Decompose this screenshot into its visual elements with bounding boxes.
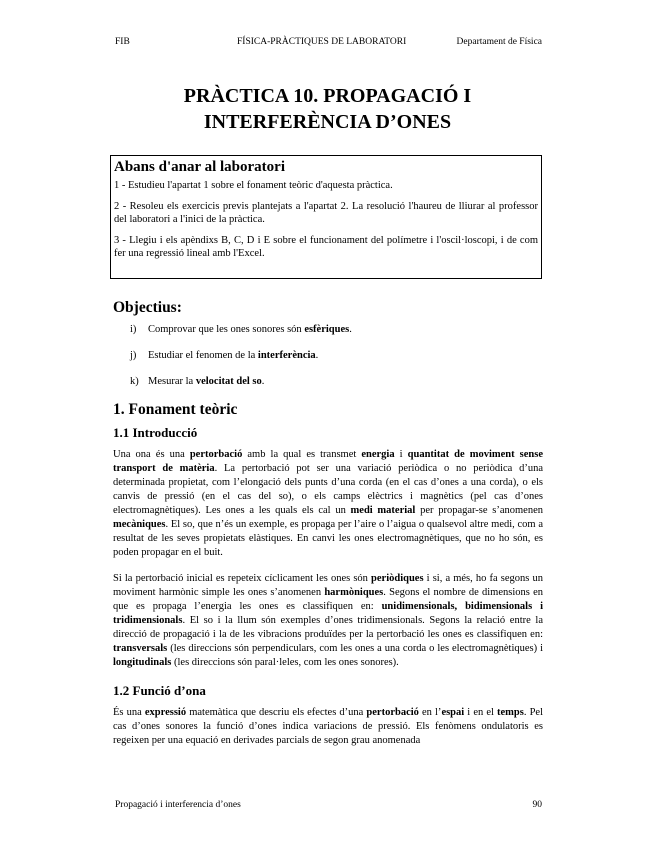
objective-keyword: esfèriques [304, 324, 350, 335]
text-run: . El so i la llum són exemples d’ones tridimensionals. Segons la relació entre la direcció de propagació i la de les vibracions produïdes per la pertorbació les ones es classifiquen en: [113, 615, 543, 640]
title-line-2: INTERFERÈNCIA D’ONES [203, 111, 452, 133]
bold-term: pertorbació [189, 449, 243, 460]
text-run: (les direccions són paral·leles, com les ones sonores). [171, 657, 399, 668]
bold-term: expressió [144, 707, 187, 718]
text-run: És una [113, 707, 145, 718]
subsection-1-1-heading: 1.1 Introducció [113, 425, 198, 440]
bold-term: mecàniques [113, 519, 166, 530]
objective-keyword: interferència [257, 350, 316, 361]
header-left: FIB [115, 37, 130, 47]
objective-number: i) [130, 324, 137, 335]
objective-punct: . [349, 324, 352, 335]
text-run: i [394, 449, 408, 460]
text-run: en l’ [418, 707, 442, 718]
objective-text: Estudiar el fenomen de la [148, 350, 258, 361]
bold-term: transversals [113, 643, 168, 654]
objectives-heading: Objectius: [113, 299, 182, 316]
objective-punct: . [315, 350, 319, 361]
header-right: Departament de Física [456, 37, 542, 47]
text-run: (les direccions són perpendiculars, com les ones a una corda o les electromagnètiques) i [167, 643, 543, 654]
objective-item [113, 323, 543, 336]
text-run: . Pel cas d’ones sonores la funció d’ones indica variacions de pressió. Els fenòmens ondulatoris es regeixen per una equació en derivades parcials de segon grau anomenada [113, 707, 544, 746]
text-run: amb la qual es transmet [242, 449, 362, 460]
text-run: per propagar-se s’anomenen [415, 505, 543, 516]
prelab-item-3: 3 - Llegiu i els apèndixs B, C, D i E sobre el funcionament del polímetre i l'oscil·loscopi, i de com fer una regressió lineal amb l'Excel. [114, 235, 538, 259]
wave-function-paragraph [113, 706, 543, 748]
objective-keyword: velocitat del so [195, 376, 262, 387]
intro-paragraph-2 [113, 572, 543, 670]
text-run: . La pertorbació pot ser una variació periòdica o no periòdica d’una determinada propietat, com l’elongació dels punts d’una corda (en el cas d’ones a una corda), o els canvis de pressió (en el cas del so), o els camps elèctrics i magnètics (pel cas d’ones electromagnètiques). Les ones a les quals els cal un [113, 463, 543, 516]
prelab-box [110, 155, 542, 279]
objectives-list [113, 323, 543, 388]
text-run: . El so, que n’és un exemple, es propaga per l’aire o l’aigua o qualsevol altre medi, com a resultat de les seves propietats elàstiques. En canvi les ones electromagnètiques, que no ho són, es poden propagar en el buit. [113, 519, 543, 558]
bold-term: espai [441, 707, 465, 718]
subsection-1-2-heading: 1.2 Funció d’ona [113, 683, 206, 698]
objective-item [113, 349, 543, 362]
bold-term: temps [497, 707, 524, 718]
prelab-item-2: 2 - Resoleu els exercicis previs plantejats a l'apartat 2. La resolució l'haureu de lliurar al professor del laboratori a l'inici de la pràctica. [114, 201, 538, 225]
text-run: i si, a més, ho fa segons un moviment harmònic simple les ones s’anomenen [113, 573, 543, 598]
text-run: Si la pertorbació inicial es repeteix cíclicament les ones són [113, 573, 372, 584]
prelab-heading: Abans d'anar al laboratori [114, 159, 285, 175]
section-1-heading: 1. Fonament teòric [113, 401, 238, 418]
page-title [115, 83, 540, 135]
bold-term: medi material [350, 505, 416, 516]
text-run: matemàtica que descriu els efectes d’una [186, 707, 367, 718]
title-line-1: PRÀCTICA 10. PROPAGACIÓ I [183, 85, 472, 107]
text-run: . Segons el nombre de dimensions en que es propaga l’energia les ones es classifiquen en: [113, 587, 543, 612]
text-run: Una ona és una [113, 449, 190, 460]
bold-term: harmòniques [324, 587, 384, 598]
intro-paragraph-1 [113, 448, 543, 560]
text-run: i en el [464, 707, 498, 718]
objective-punct: . [261, 376, 265, 387]
bold-term: periòdiques [371, 573, 424, 584]
objective-number: j) [130, 350, 137, 361]
objective-text: Comprovar que les ones sonores són [148, 324, 305, 335]
objective-item [113, 375, 543, 388]
bold-term: pertorbació [366, 707, 419, 718]
footer-title: Propagació i interferencia d’ones [115, 800, 241, 810]
objective-number: k) [130, 376, 139, 387]
bold-term: unidimensionals, bidimensionals i tridimensionals [113, 601, 543, 626]
header-center: FÍSICA-PRÀCTIQUES DE LABORATORI [237, 37, 407, 47]
objective-text: Mesurar la [148, 376, 196, 387]
bold-term: quantitat de moviment sense transport de matèria [113, 449, 544, 474]
main-content [113, 299, 543, 748]
page-number: 90 [532, 800, 542, 810]
bold-term: energia [361, 449, 395, 460]
prelab-item-1: 1 - Estudieu l'apartat 1 sobre el fonament teòric d'aquesta pràctica. [114, 180, 393, 191]
bold-term: longitudinals [113, 657, 172, 668]
